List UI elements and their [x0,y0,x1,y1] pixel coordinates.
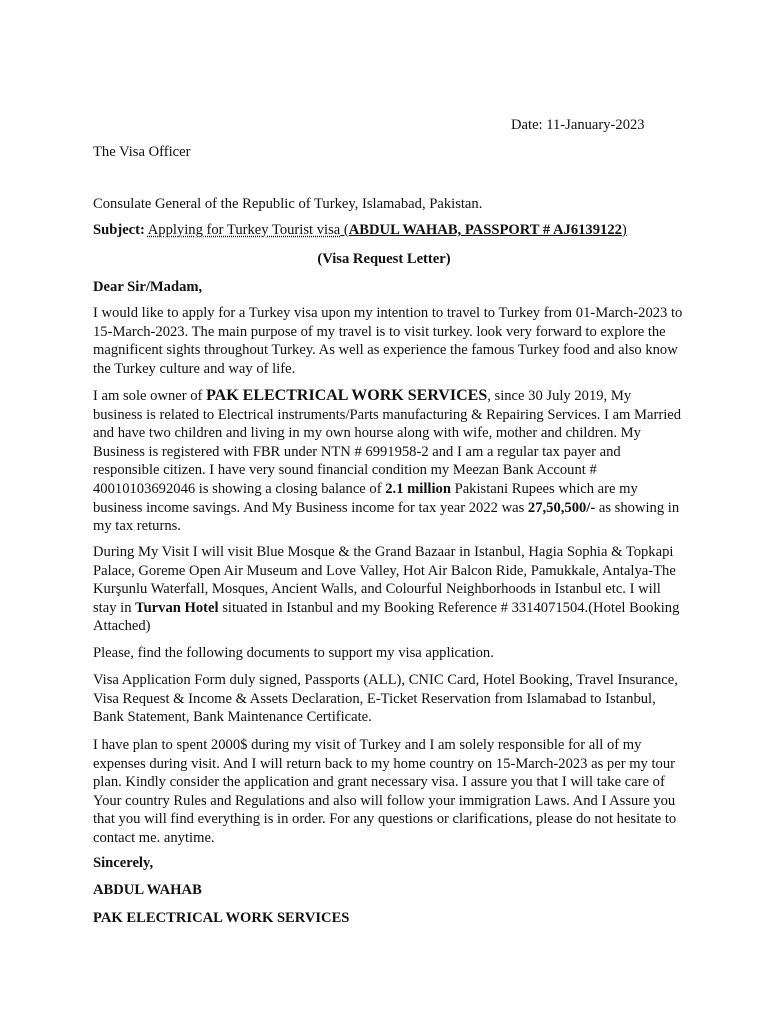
paragraph-documents-list: Visa Application Form duly signed, Passports (ALL), CNIC Card, Hotel Booking, Travel Insurance, Visa Request & Income & Assets Declaration, E-Ticket Reservation from Islamabad to Istanbul, Bank Statement, Bank Maintenance Certificate. [93,672,678,726]
tax-income: 27,50,500/- [527,499,596,516]
paragraph-documents-intro: Please, find the following documents to support my visa application. [93,645,494,661]
letter-heading-text: (Visa Request Letter) [317,251,451,267]
subject-label: Subject: [93,222,145,238]
subject-close-paren: ) [621,222,627,238]
recipient: The Visa Officer [93,144,191,160]
salutation [93,278,683,296]
subject-passport: ABDUL WAHAB, PASSPORT # AJ6139122 [348,222,622,238]
business-text-b: , since 30 July 2019, My business is related to Electrical instruments/Parts manufacturing & Repairing Services. I am Married and have two children and living in my own hourse along with wife, mother and children. My Business is registered with FBR under NTN # 6991958-2 and I am a regular tax payer and responsible citizen. I have very sound financial condition my Meezan Bank Account # 40010103692046 is showing a closing balance of [93,388,682,497]
closing [93,854,683,872]
subject-text: Applying for Turkey Tourist visa [147,222,341,238]
hotel-name: Turvan Hotel [135,599,219,616]
subject-open-paren: ( [340,222,349,238]
salutation-text: Dear Sir/Madam, [93,279,203,295]
business-text-c: Pakistani Rupees which are my business income savings. And My Business income for tax year 2022 was [93,480,638,516]
itinerary-text-b: situated in Istanbul and my Booking Reference # 3314071504.(Hotel Booking Attached) [93,599,680,635]
closing-balance: 2.1 million [385,480,451,497]
subject-line [93,221,683,239]
company-name: PAK ELECTRICAL WORK SERVICES [206,387,488,404]
letter-heading [0,250,768,268]
business-text-d: as showing in my tax returns. [93,499,680,535]
itinerary-text-a: During My Visit I will visit Blue Mosque & the Grand Bazaar in Istanbul, Hagia Sophia & Topkapi Palace, Goreme Open Air Museum and Love Valley, Hot Air Balcon Ride, Pamukkale, Antalya-The Kurşunlu Waterfall, Mosques, Ancient Walls, and Colourful Neighborhoods in Istanbul etc. I will stay in [93,544,676,616]
paragraph-expenses: I have plan to spent 2000$ during my visit of Turkey and I am solely responsible for all of my expenses during visit. And I will return back to my home country on 15-March-2023 as per my tour plan. Kindly consider the application and grant necessary visa. I assure you that I will take care of Your country Rules and Regulations and also will follow your immigration Laws. And I Assure you that you will find everything is in order. For any questions or clarifications, please do not hesitate to contact me. anytime. [93,737,677,846]
signer-name [93,881,683,899]
paragraph-business [93,387,683,536]
closing-text: Sincerely, [93,855,154,871]
signer-company-text: PAK ELECTRICAL WORK SERVICES [93,910,350,926]
signer-name-text: ABDUL WAHAB [93,882,202,898]
paragraph-itinerary [93,543,683,636]
date-line: Date: 11-January-2023 [511,117,645,133]
business-text-a: I am sole owner of [93,388,207,404]
consulate-line: Consulate General of the Republic of Turkey, Islamabad, Pakistan. [93,196,483,212]
signer-company [93,909,683,927]
paragraph-intent: I would like to apply for a Turkey visa upon my intention to travel to Turkey from 01-March-2023 to 15-March-2023. The main purpose of my travel is to visit turkey. look very forward to explore the magnificent sights throughout Turkey. As well as experience the famous Turkey food and also know the Turkey culture and way of life. [93,305,683,377]
